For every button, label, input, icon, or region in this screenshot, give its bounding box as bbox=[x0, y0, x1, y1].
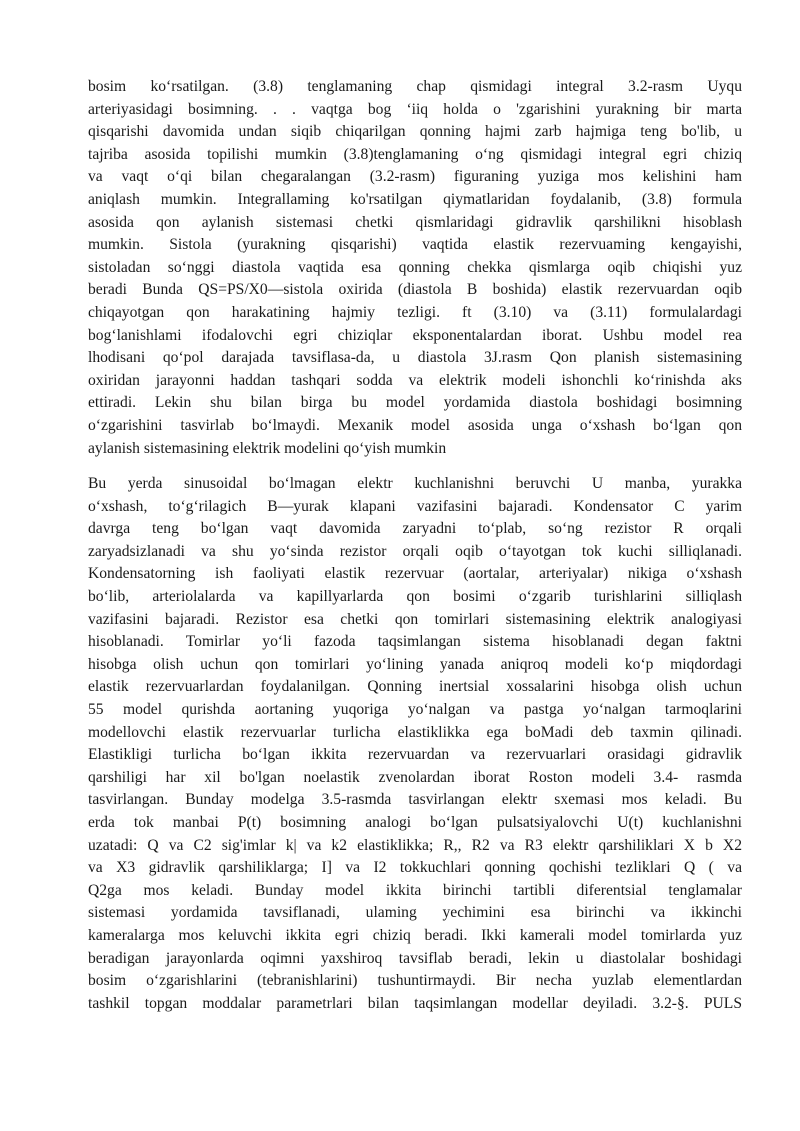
text-line: bosim ko‘rsatilgan. (3.8) tenglamaning chap qismidagi integral 3.2-rasm Uyqu bbox=[88, 78, 742, 95]
text-line: lhodisani qo‘pol darajada tavsiflasa-da, u diastola 3J.rasm Qon planish sistemasining bbox=[88, 349, 742, 367]
text-line: tasvirlangan. Bunday modelga 3.5-rasmda tasvirlangan elektr sxemasi mos keladi. Bu bbox=[88, 791, 742, 809]
text-line: bog‘lanishlami ifodalovchi egri chiziqlar eksponentalardan iborat. Ushbu model rea bbox=[88, 326, 742, 344]
text-line: o‘xshash, to‘g‘rilagich B—yurak klapani vazifasini bajaradi. Kondensator C yarim bbox=[88, 497, 742, 515]
text-line: arteriyasidagi bosimning. . . vaqtga bog ‘iiq holda o 'zgarishini yurakning bir marta bbox=[88, 100, 742, 118]
text-line: elastik rezervuarlardan foydalanilgan. Qonning inertsial xossalarini hisobga olish uchun bbox=[88, 678, 742, 696]
text-line: sistoladan so‘nggi diastola vaqtida esa qonning chekka qismlarga oqib chiqishi yuz bbox=[88, 258, 742, 276]
text-line: qisqarishi davomida undan siqib chiqarilgan qonning hajmi zarb hajmiga teng bo'lib, u bbox=[88, 123, 742, 141]
text-line: o‘zgarishini tasvirlab bo‘lmaydi. Mexanik model asosida unga o‘xshash bo‘lgan qon bbox=[88, 416, 742, 434]
text-line: mumkin. Sistola (yurakning qisqarishi) vaqtida elastik rezervuaming kengayishi, bbox=[88, 236, 742, 254]
text-line: Bu yerda sinusoidal bo‘lmagan elektr kuchlanishni beruvchi U manba, yurakka bbox=[88, 475, 742, 493]
paragraph bbox=[88, 473, 742, 1015]
text-line: va X3 gidravlik qarshiliklarga; I] va I2 tokkuchlari qonning qochishi tezliklari Q ( va bbox=[88, 859, 742, 877]
text-line: Q2ga mos keladi. Bunday model ikkita birinchi tartibli diferentsial tenglamalar bbox=[88, 881, 742, 899]
text-line: kameralarga mos keluvchi ikkita egri chiziq beradi. Ikki kamerali model tomirlarda yuz bbox=[88, 926, 742, 944]
text-line: 55 model qurishda aortaning yuqoriga yo‘nalgan va pastga yo‘nalgan tarmoqlarini bbox=[88, 701, 742, 719]
text-line: Kondensatorning ish faoliyati elastik rezervuar (aortalar, arteriyalar) nikiga o‘xshash bbox=[88, 565, 742, 583]
text-line: asosida qon aylanish sistemasi chetki qismlaridagi gidravlik qarshilikni hisoblash bbox=[88, 213, 742, 231]
text-line: beradi Bunda QS=PS/X0—sistola oxirida (diastola B boshida) elastik rezervuardan oqib bbox=[88, 281, 742, 299]
text-line: erda tok manbai P(t) bosimning analogi bo‘lgan pulsatsiyalovchi U(t) kuchlanishni bbox=[88, 814, 742, 831]
text-line: oxiridan jarayonni haddan tashqari sodda va elektrik modeli ishonchli ko‘rinishda aks bbox=[88, 371, 742, 389]
text-line: zaryadsizlanadi va shu yo‘sinda rezistor orqali oqib o‘tayotgan tok kuchi silliqlanadi. bbox=[88, 542, 742, 560]
text-line: beradigan jarayonlarda oqimni yaxshiroq tavsiflab beradi, lekin u diastolalar boshidagi bbox=[88, 949, 742, 967]
text-line: qarshiligi har xil bo'lgan noelastik zvenolardan iborat Roston modeli 3.4- rasmda bbox=[88, 768, 742, 786]
paragraph bbox=[88, 76, 742, 460]
text-line: hisoblanadi. Tomirlar yo‘li fazoda taqsimlangan sistema hisoblanadi degan faktni bbox=[88, 633, 742, 651]
text-line: ettiradi. Lekin shu bilan birga bu model yordamida diastola boshidagi bosimning bbox=[88, 394, 742, 412]
text-line: aylanish sistemasining elektrik modelini qo‘yish mumkin bbox=[88, 439, 447, 457]
text-line: bosim o‘zgarishlarini (tebranishlarini) tushuntirmaydi. Bir necha yuzlab elementlardan bbox=[88, 972, 742, 990]
text-line: davrga teng bo‘lgan vaqt davomida zaryadni to‘plab, so‘ng rezistor R orqali bbox=[88, 520, 742, 538]
text-line: hisobga olish uchun qon tomirlari yo‘lining yanada aniqroq modeli ko‘p miqdordagi bbox=[88, 655, 742, 673]
text-line: tashkil topgan moddalar parametrlari bilan taqsimlangan modellar deyiladi. 3.2-§. PULS bbox=[88, 994, 742, 1012]
text-line: chiqayotgan qon harakatining hajmiy tezligi. ft (3.10) va (3.11) formulalardagi bbox=[88, 303, 742, 321]
text-line: va vaqt o‘qi bilan chegaralangan (3.2-rasm) figuraning yuziga mos kelishini ham bbox=[88, 168, 742, 186]
text-line: vazifasini bajaradi. Rezistor esa chetki qon tomirlari sistemasining elektrik analogiyasi bbox=[88, 610, 742, 628]
text-line: sistemasi yordamida tavsiflanadi, ulaming yechimini esa birinchi va ikkinchi bbox=[88, 904, 742, 922]
text-line: modellovchi elastik rezervuarlar turlicha elastiklikka ega boMadi deb taxmin qilinadi. bbox=[88, 723, 742, 741]
text-line: bo‘lib, arteriolalarda va kapillyarlarda qon bosimi o‘zgarib turishlarini silliqlash bbox=[88, 588, 742, 606]
text-line: aniqlash mumkin. Integrallaming ko'rsatilgan qiymatlaridan foydalanib, (3.8) formula bbox=[88, 190, 742, 208]
text-line: Elastikligi turlicha bo‘lgan ikkita rezervuardan va rezervuarlari orasidagi gidravlik bbox=[88, 746, 742, 764]
text-line: uzatadi: Q va C2 sig'imlar k| va k2 elastiklikka; R,, R2 va R3 elektr qarshiliklari X b X2 bbox=[88, 836, 742, 854]
document-page bbox=[88, 76, 742, 1015]
text-line: tajriba asosida topilishi mumkin (3.8)tenglamaning o‘ng qismidagi integral egri chiziq bbox=[88, 145, 742, 163]
